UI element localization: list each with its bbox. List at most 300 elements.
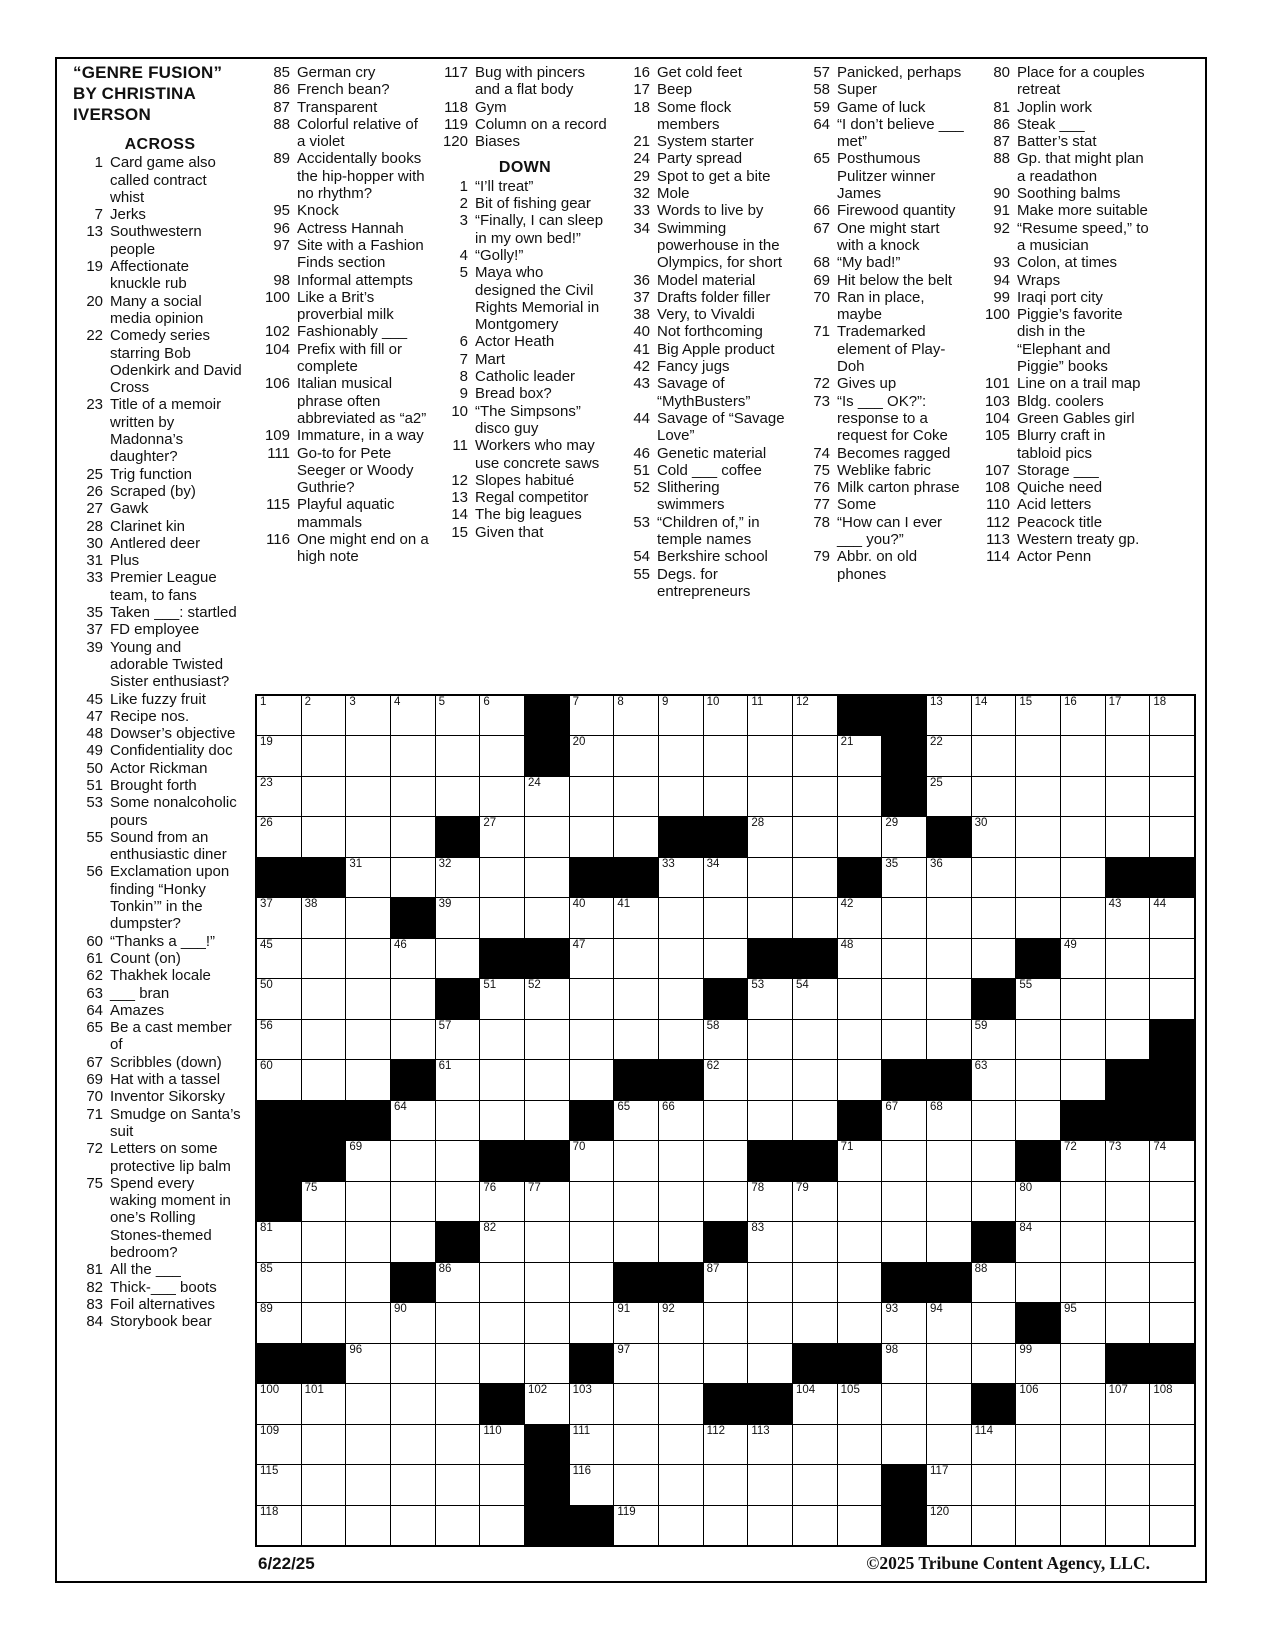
grid-cell[interactable] xyxy=(436,1506,480,1545)
grid-cell[interactable] xyxy=(793,1060,837,1099)
grid-cell[interactable] xyxy=(302,696,346,735)
grid-cell[interactable] xyxy=(1016,736,1060,775)
grid-cell[interactable] xyxy=(391,1141,435,1180)
grid-cell[interactable] xyxy=(927,1141,971,1180)
grid-cell[interactable] xyxy=(1016,1020,1060,1059)
grid-cell[interactable] xyxy=(1061,817,1105,856)
grid-cell[interactable] xyxy=(1061,1060,1105,1099)
grid-cell[interactable] xyxy=(614,1141,658,1180)
grid-cell[interactable] xyxy=(748,1425,792,1464)
grid-cell[interactable] xyxy=(1061,1384,1105,1423)
grid-cell[interactable] xyxy=(1150,1222,1194,1261)
grid-cell[interactable] xyxy=(1061,777,1105,816)
grid-cell[interactable] xyxy=(570,1384,614,1423)
grid-cell[interactable] xyxy=(659,979,703,1018)
grid-cell[interactable] xyxy=(704,696,748,735)
grid-cell[interactable] xyxy=(659,1344,703,1383)
grid-cell[interactable] xyxy=(391,1222,435,1261)
grid-cell[interactable] xyxy=(1150,1425,1194,1464)
grid-cell[interactable] xyxy=(257,1384,301,1423)
grid-cell[interactable] xyxy=(346,1060,390,1099)
grid-cell[interactable] xyxy=(525,858,569,897)
grid-cell[interactable] xyxy=(927,1384,971,1423)
grid-cell[interactable] xyxy=(748,1101,792,1140)
grid-cell[interactable] xyxy=(1016,1182,1060,1221)
grid-cell[interactable] xyxy=(838,1506,882,1545)
grid-cell[interactable] xyxy=(1061,858,1105,897)
grid-cell[interactable] xyxy=(1106,736,1150,775)
grid-cell[interactable] xyxy=(570,939,614,978)
grid-cell[interactable] xyxy=(1016,1263,1060,1302)
grid-cell[interactable] xyxy=(972,858,1016,897)
grid-cell[interactable] xyxy=(1016,1101,1060,1140)
grid-cell[interactable] xyxy=(1061,1465,1105,1504)
grid-cell[interactable] xyxy=(614,1182,658,1221)
grid-cell[interactable] xyxy=(659,1506,703,1545)
grid-cell[interactable] xyxy=(1106,817,1150,856)
grid-cell[interactable] xyxy=(436,1263,480,1302)
grid-cell[interactable] xyxy=(1106,1263,1150,1302)
grid-cell[interactable] xyxy=(1061,1425,1105,1464)
grid-cell[interactable] xyxy=(614,1344,658,1383)
grid-cell[interactable] xyxy=(927,939,971,978)
grid-cell[interactable] xyxy=(1016,979,1060,1018)
grid-cell[interactable] xyxy=(570,1141,614,1180)
grid-cell[interactable] xyxy=(793,817,837,856)
grid-cell[interactable] xyxy=(1106,979,1150,1018)
grid-cell[interactable] xyxy=(480,1222,524,1261)
grid-cell[interactable] xyxy=(882,1425,926,1464)
grid-cell[interactable] xyxy=(972,1101,1016,1140)
grid-cell[interactable] xyxy=(704,1506,748,1545)
grid-cell[interactable] xyxy=(391,1182,435,1221)
grid-cell[interactable] xyxy=(1061,1506,1105,1545)
grid-cell[interactable] xyxy=(302,1303,346,1342)
grid-cell[interactable] xyxy=(1016,1060,1060,1099)
grid-cell[interactable] xyxy=(882,1101,926,1140)
grid-cell[interactable] xyxy=(480,1303,524,1342)
grid-cell[interactable] xyxy=(927,777,971,816)
grid-cell[interactable] xyxy=(346,1465,390,1504)
grid-cell[interactable] xyxy=(838,1222,882,1261)
grid-cell[interactable] xyxy=(436,1060,480,1099)
grid-cell[interactable] xyxy=(838,777,882,816)
grid-cell[interactable] xyxy=(614,939,658,978)
grid-cell[interactable] xyxy=(480,736,524,775)
grid-cell[interactable] xyxy=(1016,898,1060,937)
grid-cell[interactable] xyxy=(704,1020,748,1059)
grid-cell[interactable] xyxy=(972,696,1016,735)
grid-cell[interactable] xyxy=(346,1425,390,1464)
grid-cell[interactable] xyxy=(1150,1182,1194,1221)
grid-cell[interactable] xyxy=(838,1425,882,1464)
grid-cell[interactable] xyxy=(480,1060,524,1099)
grid-cell[interactable] xyxy=(1150,1506,1194,1545)
grid-cell[interactable] xyxy=(614,1425,658,1464)
grid-cell[interactable] xyxy=(1106,1425,1150,1464)
grid-cell[interactable] xyxy=(480,1425,524,1464)
grid-cell[interactable] xyxy=(525,1344,569,1383)
grid-cell[interactable] xyxy=(391,1384,435,1423)
grid-cell[interactable] xyxy=(838,736,882,775)
grid-cell[interactable] xyxy=(793,1222,837,1261)
grid-cell[interactable] xyxy=(570,1263,614,1302)
grid-cell[interactable] xyxy=(927,1344,971,1383)
grid-cell[interactable] xyxy=(257,736,301,775)
grid-cell[interactable] xyxy=(257,1303,301,1342)
grid-cell[interactable] xyxy=(614,1222,658,1261)
grid-cell[interactable] xyxy=(1061,1020,1105,1059)
grid-cell[interactable] xyxy=(436,1303,480,1342)
grid-cell[interactable] xyxy=(436,898,480,937)
grid-cell[interactable] xyxy=(1016,1222,1060,1261)
grid-cell[interactable] xyxy=(972,1182,1016,1221)
grid-cell[interactable] xyxy=(927,1425,971,1464)
grid-cell[interactable] xyxy=(704,939,748,978)
grid-cell[interactable] xyxy=(882,1303,926,1342)
grid-cell[interactable] xyxy=(302,1506,346,1545)
grid-cell[interactable] xyxy=(927,1101,971,1140)
grid-cell[interactable] xyxy=(972,817,1016,856)
grid-cell[interactable] xyxy=(391,1020,435,1059)
grid-cell[interactable] xyxy=(391,1506,435,1545)
grid-cell[interactable] xyxy=(659,1465,703,1504)
grid-cell[interactable] xyxy=(302,1020,346,1059)
grid-cell[interactable] xyxy=(436,1465,480,1504)
grid-cell[interactable] xyxy=(748,777,792,816)
grid-cell[interactable] xyxy=(346,1182,390,1221)
grid-cell[interactable] xyxy=(659,777,703,816)
grid-cell[interactable] xyxy=(1061,1182,1105,1221)
grid-cell[interactable] xyxy=(346,1263,390,1302)
grid-cell[interactable] xyxy=(748,898,792,937)
grid-cell[interactable] xyxy=(525,1020,569,1059)
grid-cell[interactable] xyxy=(346,1020,390,1059)
grid-cell[interactable] xyxy=(793,898,837,937)
grid-cell[interactable] xyxy=(972,1020,1016,1059)
grid-cell[interactable] xyxy=(1061,939,1105,978)
grid-cell[interactable] xyxy=(838,979,882,1018)
grid-cell[interactable] xyxy=(748,736,792,775)
grid-cell[interactable] xyxy=(391,696,435,735)
grid-cell[interactable] xyxy=(704,736,748,775)
grid-cell[interactable] xyxy=(480,1182,524,1221)
grid-cell[interactable] xyxy=(1106,939,1150,978)
grid-cell[interactable] xyxy=(1016,777,1060,816)
grid-cell[interactable] xyxy=(346,898,390,937)
grid-cell[interactable] xyxy=(1106,1303,1150,1342)
grid-cell[interactable] xyxy=(391,1465,435,1504)
grid-cell[interactable] xyxy=(257,979,301,1018)
grid-cell[interactable] xyxy=(614,1020,658,1059)
grid-cell[interactable] xyxy=(748,817,792,856)
grid-cell[interactable] xyxy=(436,696,480,735)
grid-cell[interactable] xyxy=(257,1263,301,1302)
grid-cell[interactable] xyxy=(704,1101,748,1140)
grid-cell[interactable] xyxy=(1106,1465,1150,1504)
grid-cell[interactable] xyxy=(748,1020,792,1059)
grid-cell[interactable] xyxy=(659,898,703,937)
grid-cell[interactable] xyxy=(257,817,301,856)
grid-cell[interactable] xyxy=(525,1384,569,1423)
grid-cell[interactable] xyxy=(570,817,614,856)
grid-cell[interactable] xyxy=(436,1425,480,1464)
grid-cell[interactable] xyxy=(391,1303,435,1342)
grid-cell[interactable] xyxy=(570,1425,614,1464)
grid-cell[interactable] xyxy=(882,817,926,856)
grid-cell[interactable] xyxy=(927,1465,971,1504)
grid-cell[interactable] xyxy=(257,939,301,978)
grid-cell[interactable] xyxy=(346,858,390,897)
grid-cell[interactable] xyxy=(1016,1506,1060,1545)
grid-cell[interactable] xyxy=(882,1384,926,1423)
grid-cell[interactable] xyxy=(614,898,658,937)
grid-cell[interactable] xyxy=(614,696,658,735)
grid-cell[interactable] xyxy=(480,858,524,897)
grid-cell[interactable] xyxy=(346,1506,390,1545)
grid-cell[interactable] xyxy=(1150,939,1194,978)
grid-cell[interactable] xyxy=(570,1060,614,1099)
grid-cell[interactable] xyxy=(659,939,703,978)
grid-cell[interactable] xyxy=(704,1182,748,1221)
grid-cell[interactable] xyxy=(793,1425,837,1464)
grid-cell[interactable] xyxy=(838,1020,882,1059)
grid-cell[interactable] xyxy=(1150,898,1194,937)
grid-cell[interactable] xyxy=(927,1506,971,1545)
grid-cell[interactable] xyxy=(480,696,524,735)
grid-cell[interactable] xyxy=(748,1182,792,1221)
grid-cell[interactable] xyxy=(1150,817,1194,856)
grid-cell[interactable] xyxy=(1061,1141,1105,1180)
grid-cell[interactable] xyxy=(302,1263,346,1302)
grid-cell[interactable] xyxy=(1106,1020,1150,1059)
grid-cell[interactable] xyxy=(614,817,658,856)
grid-cell[interactable] xyxy=(838,898,882,937)
grid-cell[interactable] xyxy=(659,736,703,775)
grid-cell[interactable] xyxy=(704,1344,748,1383)
grid-cell[interactable] xyxy=(659,1101,703,1140)
grid-cell[interactable] xyxy=(257,696,301,735)
grid-cell[interactable] xyxy=(302,939,346,978)
grid-cell[interactable] xyxy=(525,777,569,816)
grid-cell[interactable] xyxy=(257,898,301,937)
grid-cell[interactable] xyxy=(704,1060,748,1099)
grid-cell[interactable] xyxy=(346,1141,390,1180)
grid-cell[interactable] xyxy=(927,736,971,775)
grid-cell[interactable] xyxy=(480,817,524,856)
grid-cell[interactable] xyxy=(346,696,390,735)
grid-cell[interactable] xyxy=(882,858,926,897)
grid-cell[interactable] xyxy=(346,817,390,856)
grid-cell[interactable] xyxy=(704,1425,748,1464)
grid-cell[interactable] xyxy=(391,777,435,816)
grid-cell[interactable] xyxy=(391,1344,435,1383)
grid-cell[interactable] xyxy=(436,1101,480,1140)
grid-cell[interactable] xyxy=(882,1020,926,1059)
grid-cell[interactable] xyxy=(838,1465,882,1504)
grid-cell[interactable] xyxy=(1061,736,1105,775)
grid-cell[interactable] xyxy=(927,1222,971,1261)
grid-cell[interactable] xyxy=(1061,898,1105,937)
grid-cell[interactable] xyxy=(659,1425,703,1464)
grid-cell[interactable] xyxy=(391,817,435,856)
grid-cell[interactable] xyxy=(346,1384,390,1423)
grid-cell[interactable] xyxy=(659,1384,703,1423)
grid-cell[interactable] xyxy=(480,1344,524,1383)
grid-cell[interactable] xyxy=(1016,1344,1060,1383)
grid-cell[interactable] xyxy=(972,1141,1016,1180)
grid-cell[interactable] xyxy=(436,777,480,816)
grid-cell[interactable] xyxy=(882,1344,926,1383)
grid-cell[interactable] xyxy=(793,1465,837,1504)
grid-cell[interactable] xyxy=(1061,979,1105,1018)
grid-cell[interactable] xyxy=(972,777,1016,816)
grid-cell[interactable] xyxy=(346,777,390,816)
grid-cell[interactable] xyxy=(570,898,614,937)
grid-cell[interactable] xyxy=(659,1020,703,1059)
grid-cell[interactable] xyxy=(346,979,390,1018)
grid-cell[interactable] xyxy=(302,1425,346,1464)
grid-cell[interactable] xyxy=(748,1303,792,1342)
grid-cell[interactable] xyxy=(1061,1344,1105,1383)
grid-cell[interactable] xyxy=(1106,777,1150,816)
grid-cell[interactable] xyxy=(972,898,1016,937)
grid-cell[interactable] xyxy=(659,1141,703,1180)
grid-cell[interactable] xyxy=(1106,1506,1150,1545)
grid-cell[interactable] xyxy=(1150,736,1194,775)
grid-cell[interactable] xyxy=(525,1060,569,1099)
grid-cell[interactable] xyxy=(525,1182,569,1221)
grid-cell[interactable] xyxy=(1016,1384,1060,1423)
grid-cell[interactable] xyxy=(391,979,435,1018)
grid-cell[interactable] xyxy=(704,777,748,816)
grid-cell[interactable] xyxy=(257,1506,301,1545)
grid-cell[interactable] xyxy=(436,1384,480,1423)
grid-cell[interactable] xyxy=(927,696,971,735)
grid-cell[interactable] xyxy=(1150,1465,1194,1504)
grid-cell[interactable] xyxy=(704,1141,748,1180)
grid-cell[interactable] xyxy=(1061,1263,1105,1302)
grid-cell[interactable] xyxy=(927,1303,971,1342)
grid-cell[interactable] xyxy=(614,1506,658,1545)
grid-cell[interactable] xyxy=(972,736,1016,775)
grid-cell[interactable] xyxy=(346,1303,390,1342)
grid-cell[interactable] xyxy=(570,696,614,735)
grid-cell[interactable] xyxy=(525,1101,569,1140)
grid-cell[interactable] xyxy=(1106,1141,1150,1180)
grid-cell[interactable] xyxy=(346,736,390,775)
grid-cell[interactable] xyxy=(1061,696,1105,735)
grid-cell[interactable] xyxy=(972,1425,1016,1464)
grid-cell[interactable] xyxy=(1016,858,1060,897)
grid-cell[interactable] xyxy=(391,1425,435,1464)
grid-cell[interactable] xyxy=(436,1344,480,1383)
grid-cell[interactable] xyxy=(302,736,346,775)
grid-cell[interactable] xyxy=(346,1344,390,1383)
grid-cell[interactable] xyxy=(614,979,658,1018)
grid-cell[interactable] xyxy=(882,1141,926,1180)
grid-cell[interactable] xyxy=(882,1222,926,1261)
grid-cell[interactable] xyxy=(659,1222,703,1261)
grid-cell[interactable] xyxy=(257,1465,301,1504)
grid-cell[interactable] xyxy=(748,1060,792,1099)
grid-cell[interactable] xyxy=(1016,1425,1060,1464)
grid-cell[interactable] xyxy=(480,898,524,937)
grid-cell[interactable] xyxy=(391,858,435,897)
grid-cell[interactable] xyxy=(480,777,524,816)
grid-cell[interactable] xyxy=(1150,1303,1194,1342)
grid-cell[interactable] xyxy=(882,939,926,978)
grid-cell[interactable] xyxy=(1061,1303,1105,1342)
grid-cell[interactable] xyxy=(748,858,792,897)
grid-cell[interactable] xyxy=(391,736,435,775)
grid-cell[interactable] xyxy=(927,1020,971,1059)
grid-cell[interactable] xyxy=(704,1465,748,1504)
grid-cell[interactable] xyxy=(525,1222,569,1261)
grid-cell[interactable] xyxy=(257,1060,301,1099)
grid-cell[interactable] xyxy=(704,1263,748,1302)
grid-cell[interactable] xyxy=(1150,696,1194,735)
grid-cell[interactable] xyxy=(882,898,926,937)
grid-cell[interactable] xyxy=(302,1060,346,1099)
grid-cell[interactable] xyxy=(927,1182,971,1221)
grid-cell[interactable] xyxy=(302,777,346,816)
grid-cell[interactable] xyxy=(1106,1222,1150,1261)
grid-cell[interactable] xyxy=(302,898,346,937)
grid-cell[interactable] xyxy=(302,1465,346,1504)
grid-cell[interactable] xyxy=(1150,777,1194,816)
grid-cell[interactable] xyxy=(570,979,614,1018)
grid-cell[interactable] xyxy=(480,1506,524,1545)
grid-cell[interactable] xyxy=(838,1303,882,1342)
grid-cell[interactable] xyxy=(302,1222,346,1261)
grid-cell[interactable] xyxy=(748,1263,792,1302)
grid-cell[interactable] xyxy=(436,736,480,775)
grid-cell[interactable] xyxy=(391,939,435,978)
grid-cell[interactable] xyxy=(972,1506,1016,1545)
grid-cell[interactable] xyxy=(302,817,346,856)
grid-cell[interactable] xyxy=(436,939,480,978)
grid-cell[interactable] xyxy=(659,1182,703,1221)
grid-cell[interactable] xyxy=(570,736,614,775)
grid-cell[interactable] xyxy=(302,979,346,1018)
grid-cell[interactable] xyxy=(793,1303,837,1342)
grid-cell[interactable] xyxy=(793,979,837,1018)
grid-cell[interactable] xyxy=(838,1141,882,1180)
grid-cell[interactable] xyxy=(614,736,658,775)
grid-cell[interactable] xyxy=(882,979,926,1018)
grid-cell[interactable] xyxy=(704,1303,748,1342)
grid-cell[interactable] xyxy=(659,858,703,897)
grid-cell[interactable] xyxy=(1106,1384,1150,1423)
grid-cell[interactable] xyxy=(704,858,748,897)
grid-cell[interactable] xyxy=(391,1101,435,1140)
grid-cell[interactable] xyxy=(436,1020,480,1059)
grid-cell[interactable] xyxy=(838,939,882,978)
grid-cell[interactable] xyxy=(570,1303,614,1342)
grid-cell[interactable] xyxy=(570,1020,614,1059)
grid-cell[interactable] xyxy=(972,1344,1016,1383)
grid-cell[interactable] xyxy=(257,1425,301,1464)
grid-cell[interactable] xyxy=(793,736,837,775)
grid-cell[interactable] xyxy=(614,1384,658,1423)
grid-cell[interactable] xyxy=(838,1060,882,1099)
grid-cell[interactable] xyxy=(1106,898,1150,937)
grid-cell[interactable] xyxy=(659,696,703,735)
grid-cell[interactable] xyxy=(793,1263,837,1302)
grid-cell[interactable] xyxy=(525,979,569,1018)
grid-cell[interactable] xyxy=(614,1465,658,1504)
